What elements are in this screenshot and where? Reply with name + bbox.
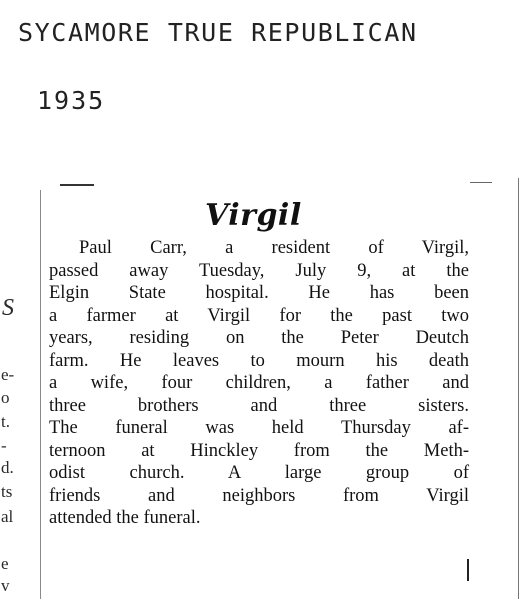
article-body	[49, 237, 469, 530]
article-line: farm. He leaves to mourn his death	[49, 350, 469, 371]
article-line: friends and neighbors from Virgil	[49, 485, 469, 506]
article-line: Paul Carr, a resident of Virgil,	[79, 238, 469, 258]
newspaper-clipping	[0, 160, 523, 599]
article-line: years, residing on the Peter Deutch	[49, 328, 469, 348]
article-line: passed away Tuesday, July 9, at the	[49, 260, 469, 281]
article-line: attended the funeral.	[49, 508, 201, 528]
article-headline: Virgil	[205, 198, 302, 233]
adjacent-column-fragments	[0, 160, 20, 599]
article-line: a farmer at Virgil for the past two	[49, 305, 469, 326]
fragment: e	[1, 554, 9, 573]
fragment: o	[1, 388, 10, 407]
top-rule	[60, 184, 94, 186]
article-line: The funeral was held Thursday af-	[49, 418, 469, 438]
masthead-title: SYCAMORE TRUE REPUBLICAN	[18, 18, 418, 47]
fragment: -	[1, 436, 7, 455]
article-line: ternoon at Hinckley from the Meth-	[49, 440, 469, 461]
fragment: v	[1, 576, 10, 595]
fragment: t.	[1, 412, 10, 431]
fragment: al	[1, 507, 14, 526]
article-line: three brothers and three sisters.	[49, 395, 469, 416]
end-mark	[467, 559, 469, 581]
article-line: odist church. A large group of	[49, 463, 469, 483]
fragment: d.	[1, 458, 14, 477]
article-line: a wife, four children, a father and	[49, 373, 469, 393]
column-rule-left	[40, 190, 41, 599]
fragment: e-	[1, 365, 15, 384]
year-label: 1935	[37, 86, 106, 115]
top-rule-right	[470, 182, 492, 183]
fragment: ts	[1, 482, 13, 501]
fragment: S	[2, 295, 14, 321]
article-line: Elgin State hospital. He has been	[49, 283, 469, 303]
column-rule-right	[518, 178, 519, 599]
